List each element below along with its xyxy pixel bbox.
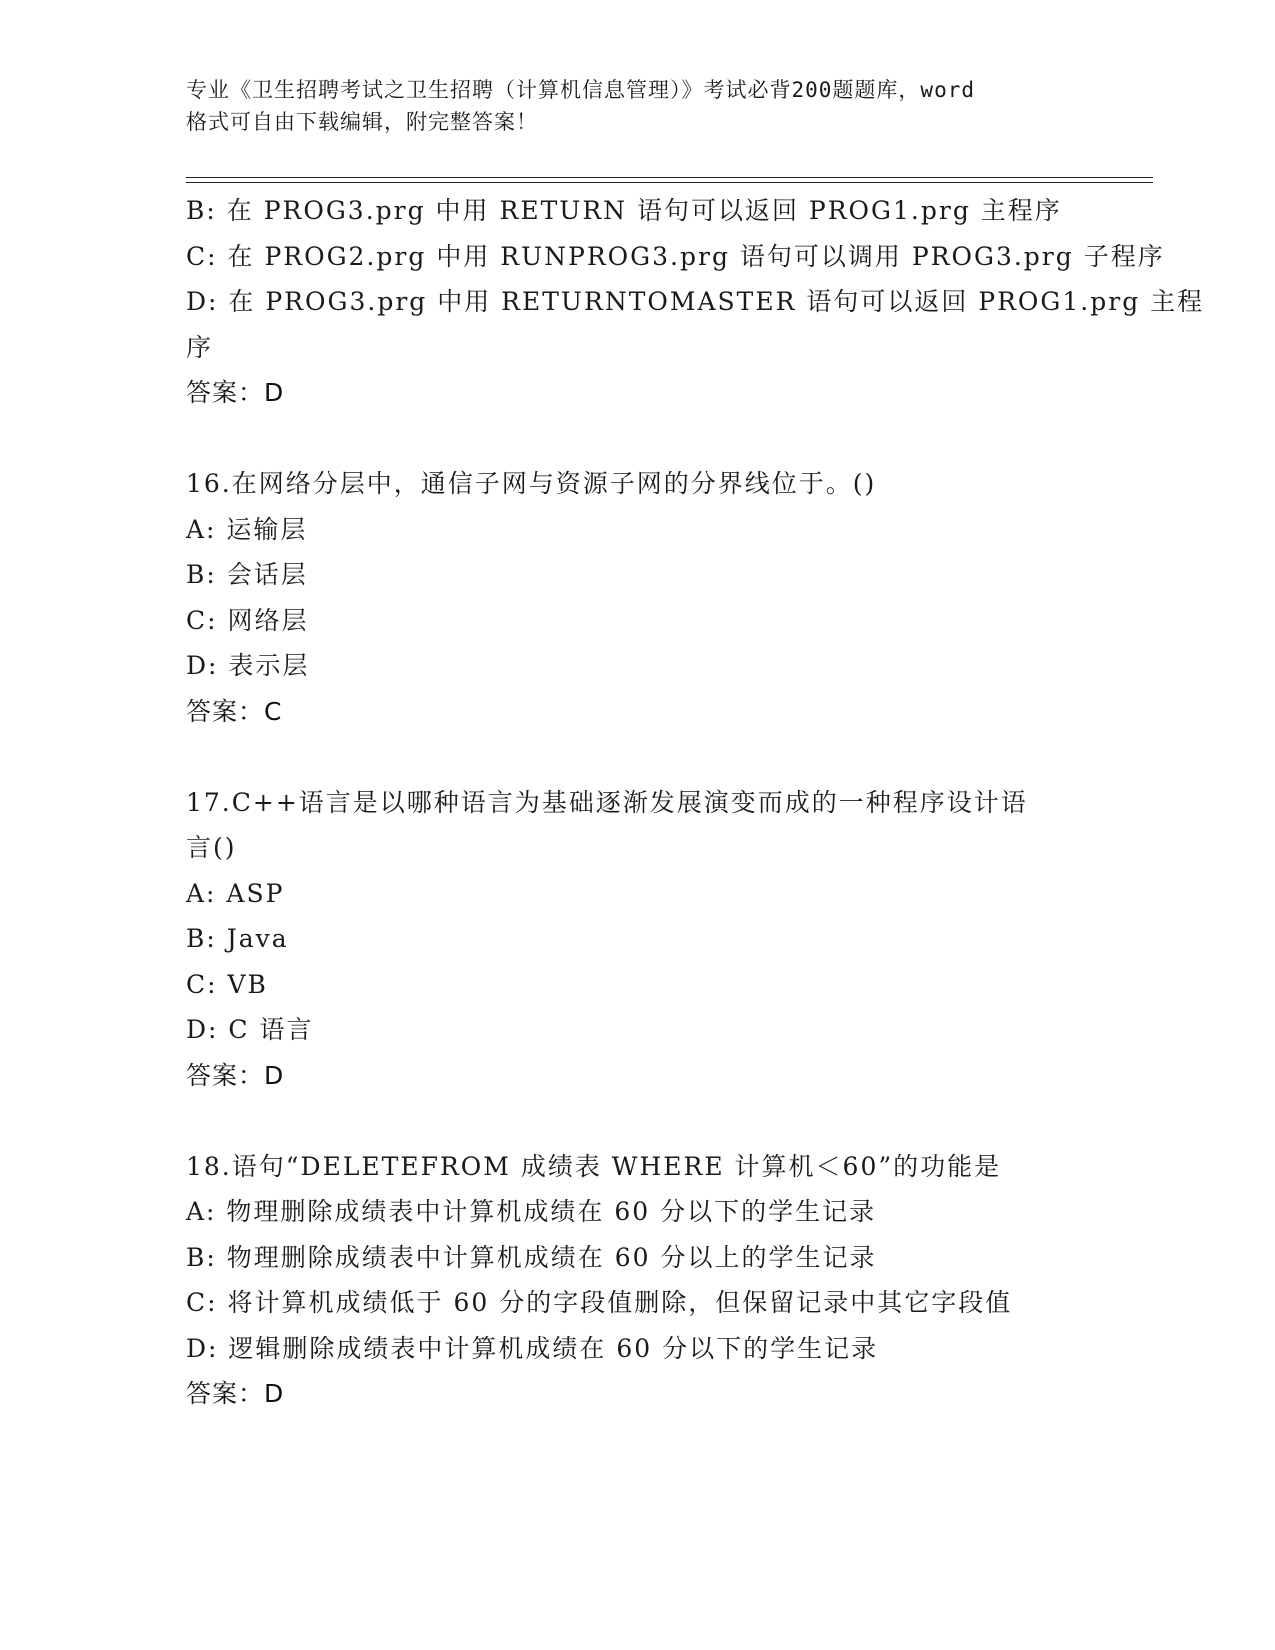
- q18-option-a: A: 物理删除成绩表中计算机成绩在 60 分以下的学生记录: [186, 1197, 877, 1226]
- header-divider-top: [186, 177, 1153, 178]
- q15-option-d-line-2: 序: [186, 332, 214, 362]
- q17-option-d: D: C 语言: [186, 1015, 314, 1044]
- q17-question-line-2: 言(): [186, 833, 237, 862]
- question-18-block: [186, 1144, 1086, 1417]
- q16-option-b: B: 会话层: [186, 560, 308, 589]
- q17-option-a: A: ASP: [186, 878, 285, 908]
- q18-answer: 答案：D: [186, 1379, 285, 1408]
- question-content: [186, 188, 1205, 1417]
- header-title-line-1: 专业《卫生招聘考试之卫生招聘（计算机信息管理）》考试必背200题题库，word: [186, 78, 975, 102]
- q18-option-b: B: 物理删除成绩表中计算机成绩在 60 分以上的学生记录: [186, 1242, 877, 1272]
- q16-option-d: D: 表示层: [186, 651, 310, 680]
- question-16-block: [186, 461, 1086, 734]
- question-17-block: [186, 780, 1086, 1099]
- header-divider-bottom: [186, 182, 1153, 183]
- q16-question: 16.在网络分层中，通信子网与资源子网的分界线位于。(): [186, 469, 877, 498]
- q18-question: 18.语句“DELETEFROM 成绩表 WHERE 计算机＜60”的功能是: [186, 1151, 1002, 1181]
- spacer: [186, 734, 1086, 780]
- q17-answer: 答案：D: [186, 1060, 285, 1090]
- header-title-line-2: 格式可自由下载编辑，附完整答案！: [186, 110, 538, 134]
- q17-question-line-1: 17.C++语言是以哪种语言为基础逐渐发展演变而成的一种程序设计语: [186, 787, 1028, 817]
- q15-option-b: B: 在 PROG3.prg 中用 RETURN 语句可以返回 PROG1.prg 主程序: [186, 196, 1062, 225]
- spacer: [186, 416, 1086, 462]
- q18-option-c: C: 将计算机成绩低于 60 分的字段值删除，但保留记录中其它字段值: [186, 1288, 1013, 1317]
- q17-option-b: B: Java: [186, 924, 289, 953]
- q15-option-c: C: 在 PROG2.prg 中用 RUNPROG3.prg 语句可以调用 PROG3.prg 子程序: [186, 241, 1165, 271]
- document-header: [186, 74, 1086, 138]
- q16-option-a: A: 运输层: [186, 514, 308, 544]
- q16-option-c: C: 网络层: [186, 605, 309, 635]
- spacer: [186, 1098, 1086, 1144]
- q15-option-d-line-1: D: 在 PROG3.prg 中用 RETURNTOMASTER 语句可以返回 PROG1.prg 主程: [186, 287, 1205, 316]
- q15-answer: 答案：D: [186, 378, 285, 407]
- q16-answer: 答案：C: [186, 696, 283, 726]
- q17-option-c: C: VB: [186, 969, 268, 999]
- question-15-block: [186, 188, 1205, 416]
- q18-option-d: D: 逻辑删除成绩表中计算机成绩在 60 分以下的学生记录: [186, 1333, 879, 1363]
